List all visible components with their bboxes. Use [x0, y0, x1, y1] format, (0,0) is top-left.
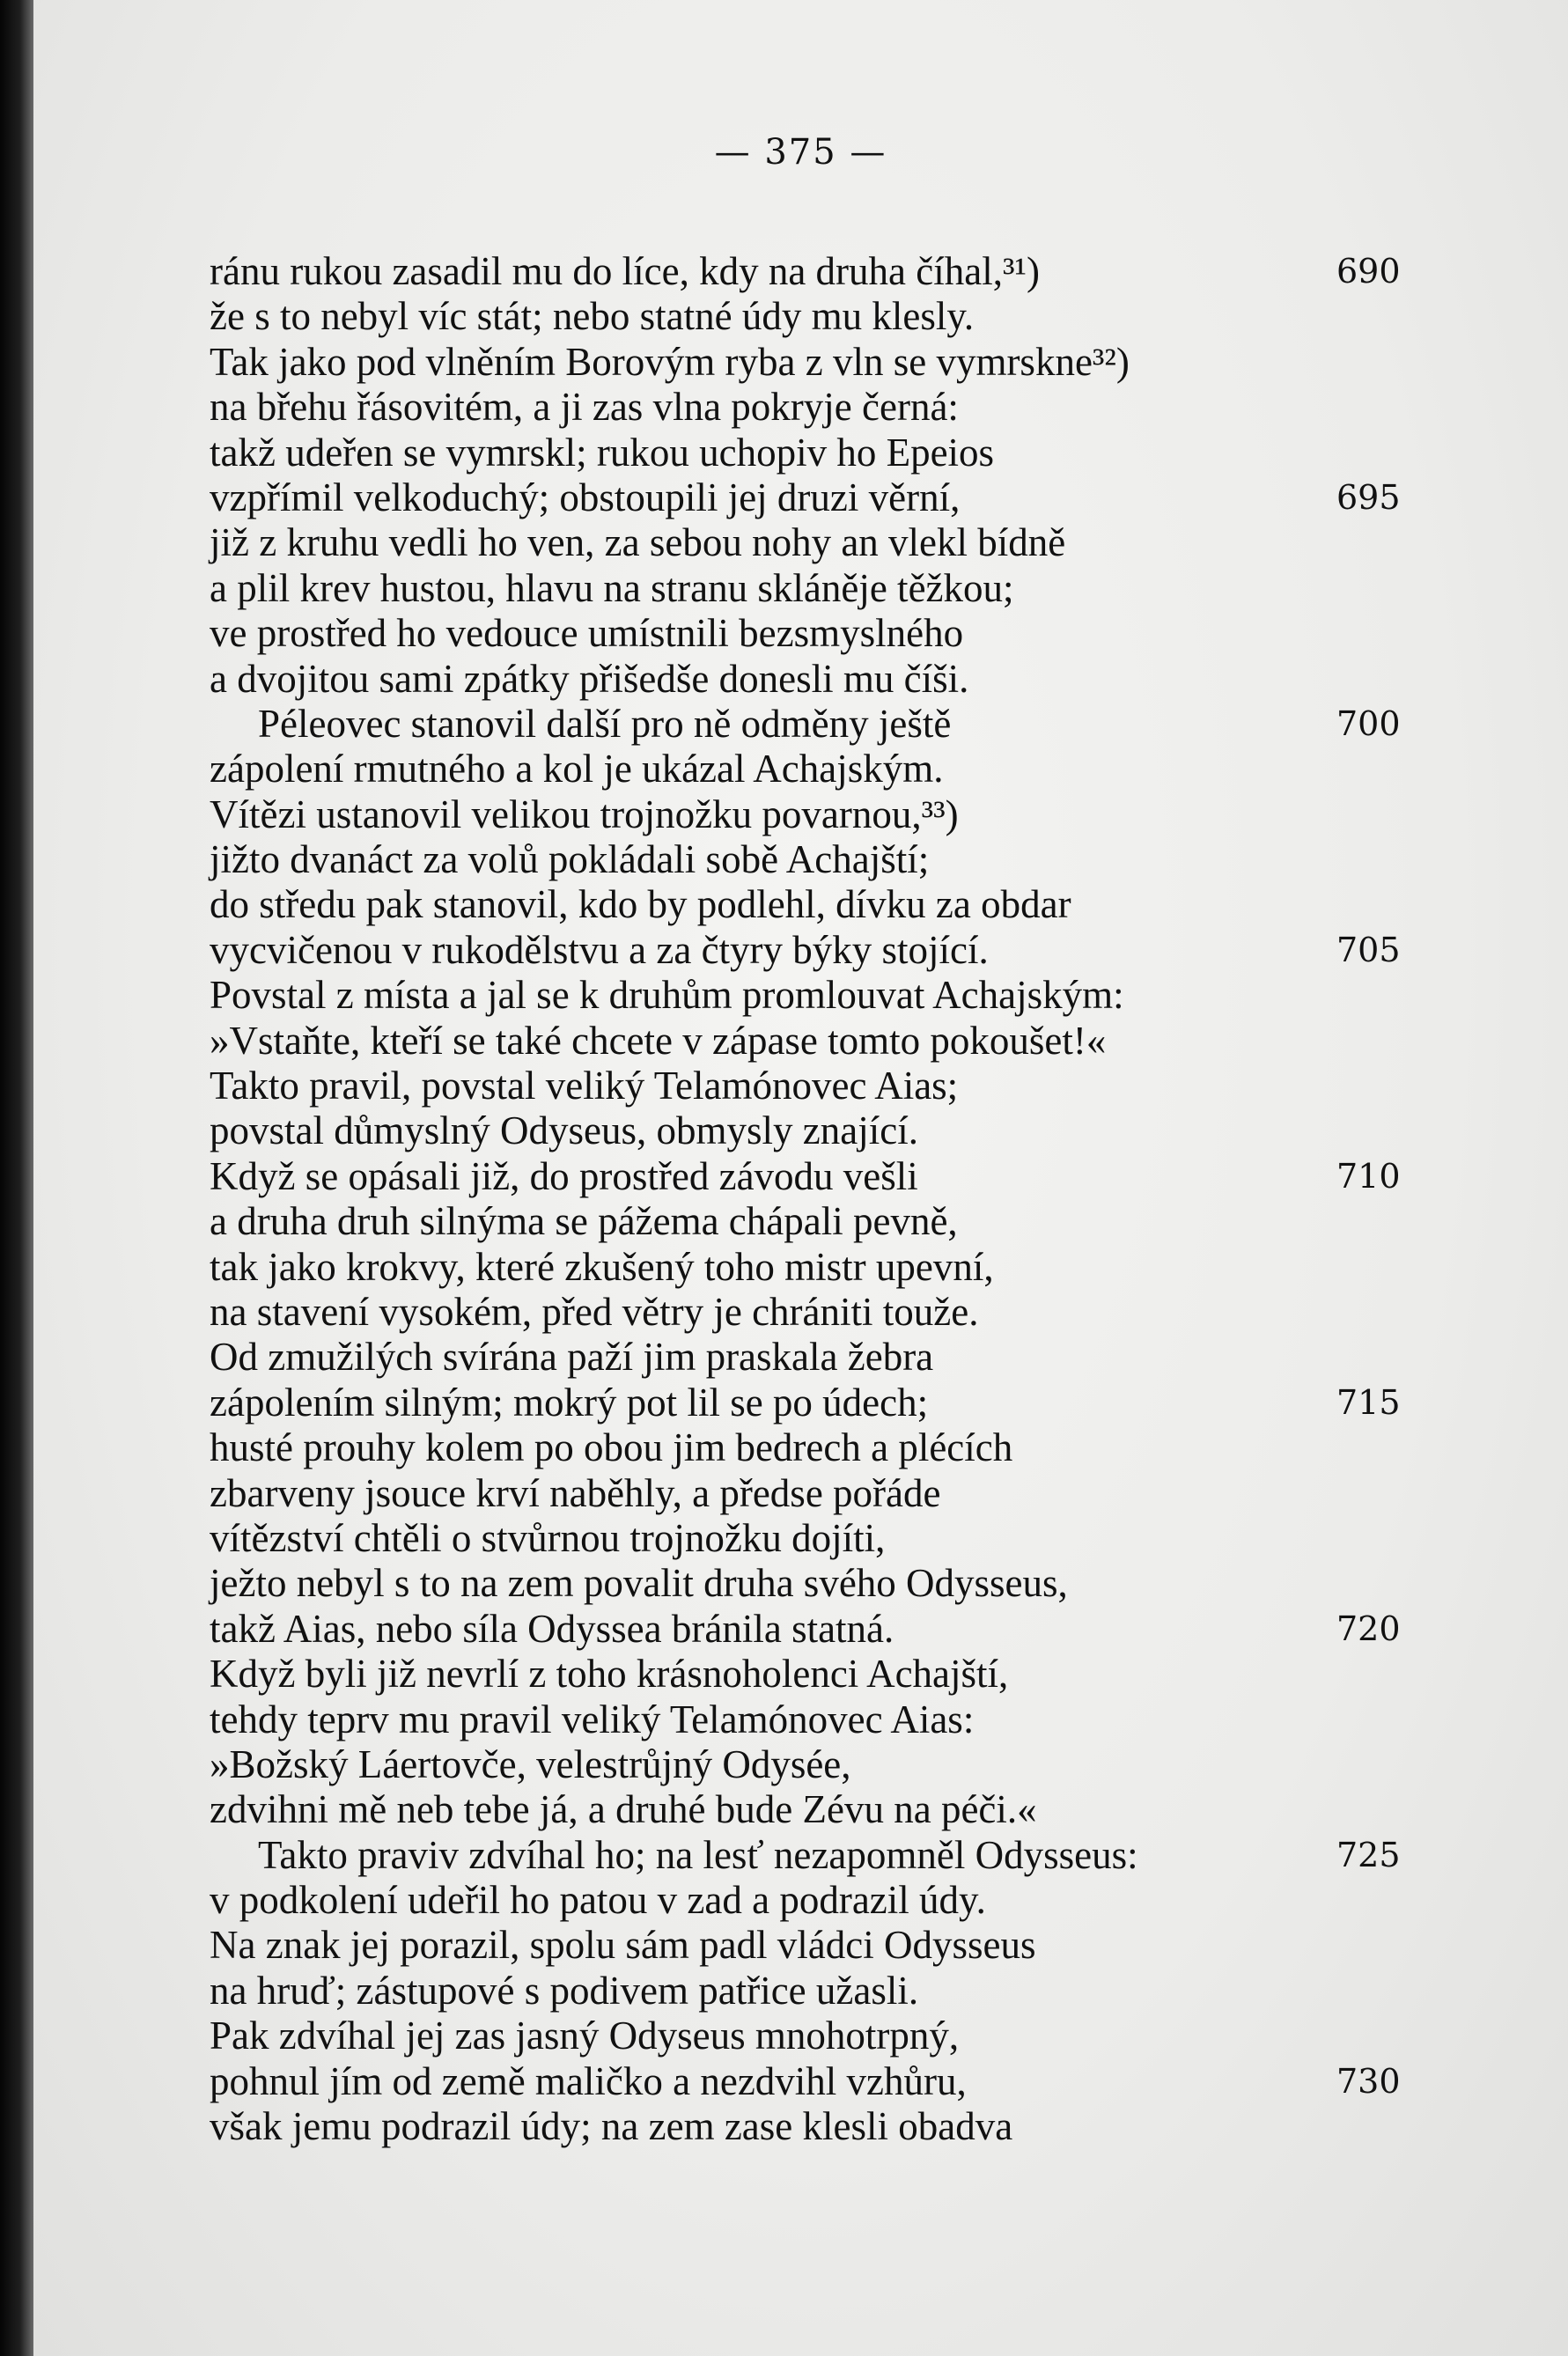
verse-line: [210, 1290, 1407, 1335]
line-number: 710: [1336, 1156, 1401, 1196]
verse-text: že s to nebyl víc stát; nebo statné údy mu klesly.: [210, 294, 975, 339]
verse-line: [210, 566, 1407, 611]
verse-line: [210, 882, 1407, 927]
verse-text: na stavení vysokém, před větry je chrániti touže.: [210, 1289, 979, 1334]
verse-line: [210, 837, 1407, 882]
verse-block: [210, 249, 1407, 2149]
verse-line: [210, 1154, 1407, 1199]
verse-text: vítězství chtěli o stvůrnou trojnožku dojíti,: [210, 1515, 886, 1560]
verse-text: vzpřímil velkoduchý; obstoupili jej druzi věrní,: [210, 475, 961, 519]
verse-text: na břehu řásovitém, a ji zas vlna pokryje černá:: [210, 385, 959, 430]
verse-text: Takto praviv zdvíhal ho; na lesť nezapomněl Odysseus:: [258, 1832, 1138, 1877]
verse-line: [210, 1425, 1407, 1470]
verse-text: takž udeřen se vymrskl; rukou uchopiv ho Epeios: [210, 430, 995, 475]
verse-line: [210, 747, 1407, 791]
verse-line: [210, 1108, 1407, 1153]
verse-line: [210, 1380, 1407, 1425]
line-number: 700: [1336, 703, 1401, 743]
page-number: — 375 —: [714, 132, 887, 173]
verse-text: husté prouhy kolem po obou jim bedrech a plécích: [210, 1425, 1013, 1470]
verse-line: [210, 1878, 1407, 1923]
verse-line: [210, 1516, 1407, 1561]
verse-line: [210, 385, 1407, 430]
verse-line: [210, 2104, 1407, 2149]
verse-line: [210, 702, 1407, 747]
line-number: 720: [1336, 1609, 1401, 1648]
verse-text: a plil krev hustou, hlavu na stranu skláněje těžkou;: [210, 565, 1014, 610]
verse-text: povstal důmyslný Odyseus, obmysly znající.: [210, 1108, 918, 1153]
verse-line: [210, 475, 1407, 520]
verse-text: ježto nebyl s to na zem povalit druha svého Odysseus,: [210, 1561, 1068, 1606]
verse-text: pohnul jím od země maličko a nezdvihl vzhůru,: [210, 2058, 967, 2103]
verse-text: a druha druh silnýma se pážema chápali pevně,: [210, 1199, 958, 1244]
verse-text: Vítězi ustanovil velikou trojnožku povarnou,³³): [210, 791, 959, 836]
verse-text: do středu pak stanovil, kdo by podlehl, dívku za obdar: [210, 882, 1071, 927]
verse-text: tak jako krokvy, které zkušený toho mistr upevní,: [210, 1244, 994, 1289]
verse-text: zdvihni mě neb tebe já, a druhé bude Zévu na péči.«: [210, 1787, 1037, 1832]
verse-line: [210, 249, 1407, 294]
book-binding-edge: [0, 0, 33, 2356]
verse-line: [210, 928, 1407, 973]
verse-text: »Vstaňte, kteří se také chcete v zápase tomto pokoušet!«: [210, 1018, 1107, 1063]
verse-line: [210, 973, 1407, 1018]
verse-text: již z kruhu vedli ho ven, za sebou nohy an vlekl bídně: [210, 520, 1066, 565]
verse-text: Takto pravil, povstal veliký Telamónovec Aias;: [210, 1064, 959, 1108]
verse-line: [210, 340, 1407, 385]
verse-text: ránu rukou zasadil mu do líce, kdy na druha číhal,³¹): [210, 249, 1040, 293]
verse-line: [210, 1652, 1407, 1697]
verse-text: ve prostřed ho vedouce umístnili bezsmyslného: [210, 611, 964, 656]
line-number: 715: [1336, 1382, 1401, 1422]
verse-line: [210, 1923, 1407, 1968]
verse-line: [210, 520, 1407, 565]
verse-line: [210, 792, 1407, 837]
verse-line: [210, 1742, 1407, 1787]
line-number: 725: [1336, 1835, 1401, 1874]
verse-line: [210, 657, 1407, 702]
verse-line: [210, 1335, 1407, 1380]
verse-text: na hruď; zástupové s podivem patřice užasli.: [210, 1968, 919, 2013]
verse-text: Když se opásali již, do prostřed závodu vešli: [210, 1153, 918, 1198]
verse-text: však jemu podrazil údy; na zem zase klesli obadva: [210, 2104, 1013, 2149]
line-number: 690: [1336, 252, 1401, 291]
line-number: 730: [1336, 2061, 1401, 2101]
verse-text: Tak jako pod vlněním Borovým ryba z vln se vymrskne³²): [210, 339, 1130, 384]
line-number: 695: [1336, 477, 1401, 517]
verse-line: [210, 1561, 1407, 1606]
verse-text: »Božský Láertovče, velestrůjný Odysée,: [210, 1741, 851, 1786]
line-number: 705: [1336, 930, 1401, 969]
verse-line: [210, 1969, 1407, 2014]
verse-line: [210, 2014, 1407, 2058]
verse-line: [210, 611, 1407, 656]
verse-line: [210, 1245, 1407, 1290]
verse-line: [210, 1607, 1407, 1652]
verse-line: [210, 2059, 1407, 2104]
verse-line: [210, 1019, 1407, 1064]
verse-text: v podkolení udeřil ho patou v zad a podrazil údy.: [210, 1878, 986, 1923]
verse-line: [210, 1697, 1407, 1742]
verse-line: [210, 1787, 1407, 1832]
verse-text: Když byli již nevrlí z toho krásnoholenci Achajští,: [210, 1652, 1009, 1697]
verse-text: tehdy teprv mu pravil veliký Telamónovec Aias:: [210, 1697, 975, 1741]
verse-text: Pak zdvíhal jej zas jasný Odyseus mnohotrpný,: [210, 2014, 960, 2058]
verse-text: Péleovec stanovil další pro ně odměny ještě: [258, 701, 952, 746]
book-page: [33, 0, 1568, 2356]
verse-text: Povstal z místa a jal se k druhům promlouvat Achajským:: [210, 973, 1124, 1018]
verse-text: Od zmužilých svírána paží jim praskala žebra: [210, 1335, 934, 1380]
verse-line: [210, 431, 1407, 475]
verse-text: a dvojitou sami zpátky přišedše donesli mu číši.: [210, 656, 969, 701]
verse-text: takž Aias, nebo síla Odyssea bránila statná.: [210, 1606, 894, 1651]
verse-text: jižto dvanáct za volů pokládali sobě Achajští;: [210, 837, 930, 882]
verse-line: [210, 1064, 1407, 1108]
verse-line: [210, 1471, 1407, 1516]
verse-text: zbarveny jsouce krví naběhly, a předse pořáde: [210, 1470, 941, 1515]
verse-text: zápolení rmutného a kol je ukázal Achajským.: [210, 747, 944, 791]
verse-line: [210, 1833, 1407, 1878]
verse-text: vycvičenou v rukodělstvu a za čtyry býky stojící.: [210, 927, 989, 972]
verse-line: [210, 294, 1407, 339]
verse-text: Na znak jej porazil, spolu sám padl vládci Odysseus: [210, 1923, 1036, 1968]
verse-text: zápolením silným; mokrý pot lil se po údech;: [210, 1380, 929, 1425]
verse-line: [210, 1199, 1407, 1244]
